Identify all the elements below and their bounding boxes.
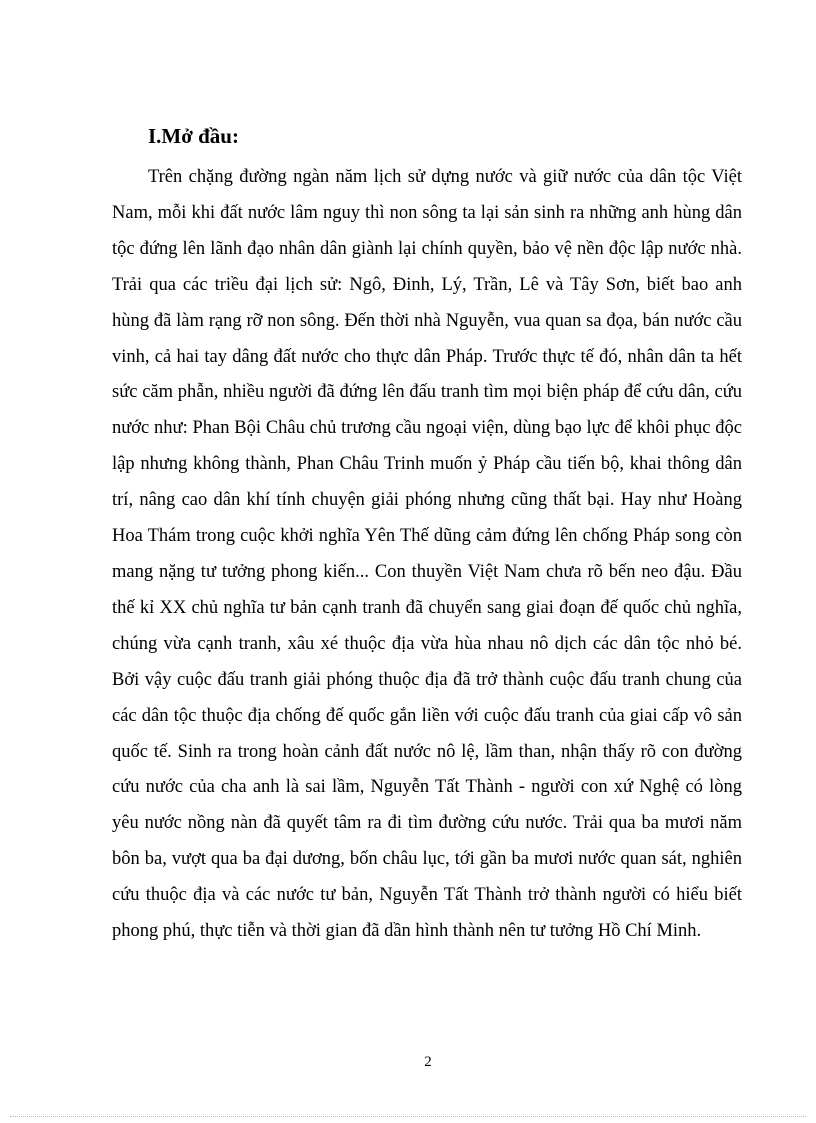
page-bottom-edge [10,1116,806,1117]
page-number: 2 [424,1054,432,1070]
section-heading: I.Mở đầu: [148,124,239,148]
body-paragraph: Trên chặng đường ngàn năm lịch sử dựng nước và giữ nước của dân tộc Việt Nam, mỗi khi đất nước lâm nguy thì non sông ta lại sản sinh ra những anh hùng dân tộc đứng lên lãnh đạo nhân dân giành lại chính quyền, bảo vệ nền độc lập nước nhà. Trải qua các triều đại lịch sử: Ngô, Đinh, Lý, Trần, Lê và Tây Sơn, biết bao anh hùng đã làm rạng rỡ non sông. Đến thời nhà Nguyễn, vua quan sa đọa, bán nước cầu vinh, cả hai tay dâng đất nước cho thực dân Pháp. Trước thực tế đó, nhân dân ta hết sức căm phẫn, nhiều người đã đứng lên đấu tranh tìm mọi biện pháp để cứu dân, cứu nước như: Phan Bội Châu chủ trương cầu ngoại viện, dùng bạo lực để khôi phục độc lập nhưng không thành, Phan Châu Trinh muốn ỷ Pháp cầu tiến bộ, khai thông dân trí, nâng cao dân khí tính chuyện giải phóng nhưng cũng thất bại. Hay như Hoàng Hoa Thám trong cuộc khởi nghĩa Yên Thế dũng cảm đứng lên chống Pháp song còn mang nặng tư tưởng phong kiến... Con thuyền Việt Nam chưa rõ bến neo đậu. Đầu thế kỉ XX chủ nghĩa tư bản cạnh tranh đã chuyển sang giai đoạn đế quốc chủ nghĩa, chúng vừa cạnh tranh, xâu xé thuộc địa vừa hùa nhau nô dịch các dân tộc nhỏ bé. Bởi vậy cuộc đấu tranh giải phóng thuộc địa đã trở thành cuộc đấu tranh chung của các dân tộc thuộc địa chống đế quốc gắn liền với cuộc đấu tranh của giai cấp vô sản quốc tế. Sinh ra trong hoàn cảnh đất nước nô lệ, lầm than, nhận thấy rõ con đường cứu nước của cha anh là sai lầm, Nguyễn Tất Thành - người con xứ Nghệ có lòng yêu nước nồng nàn đã quyết tâm ra đi tìm đường cứu nước. Trải qua ba mươi năm bôn ba, vượt qua ba đại dương, bốn châu lục, tới gần ba mươi nước quan sát, nghiên cứu thuộc địa và các nước tư bản, Nguyễn Tất Thành trở thành người có hiểu biết phong phú, thực tiễn và thời gian đã dần hình thành nên tư tưởng Hồ Chí Minh. [112,167,742,942]
